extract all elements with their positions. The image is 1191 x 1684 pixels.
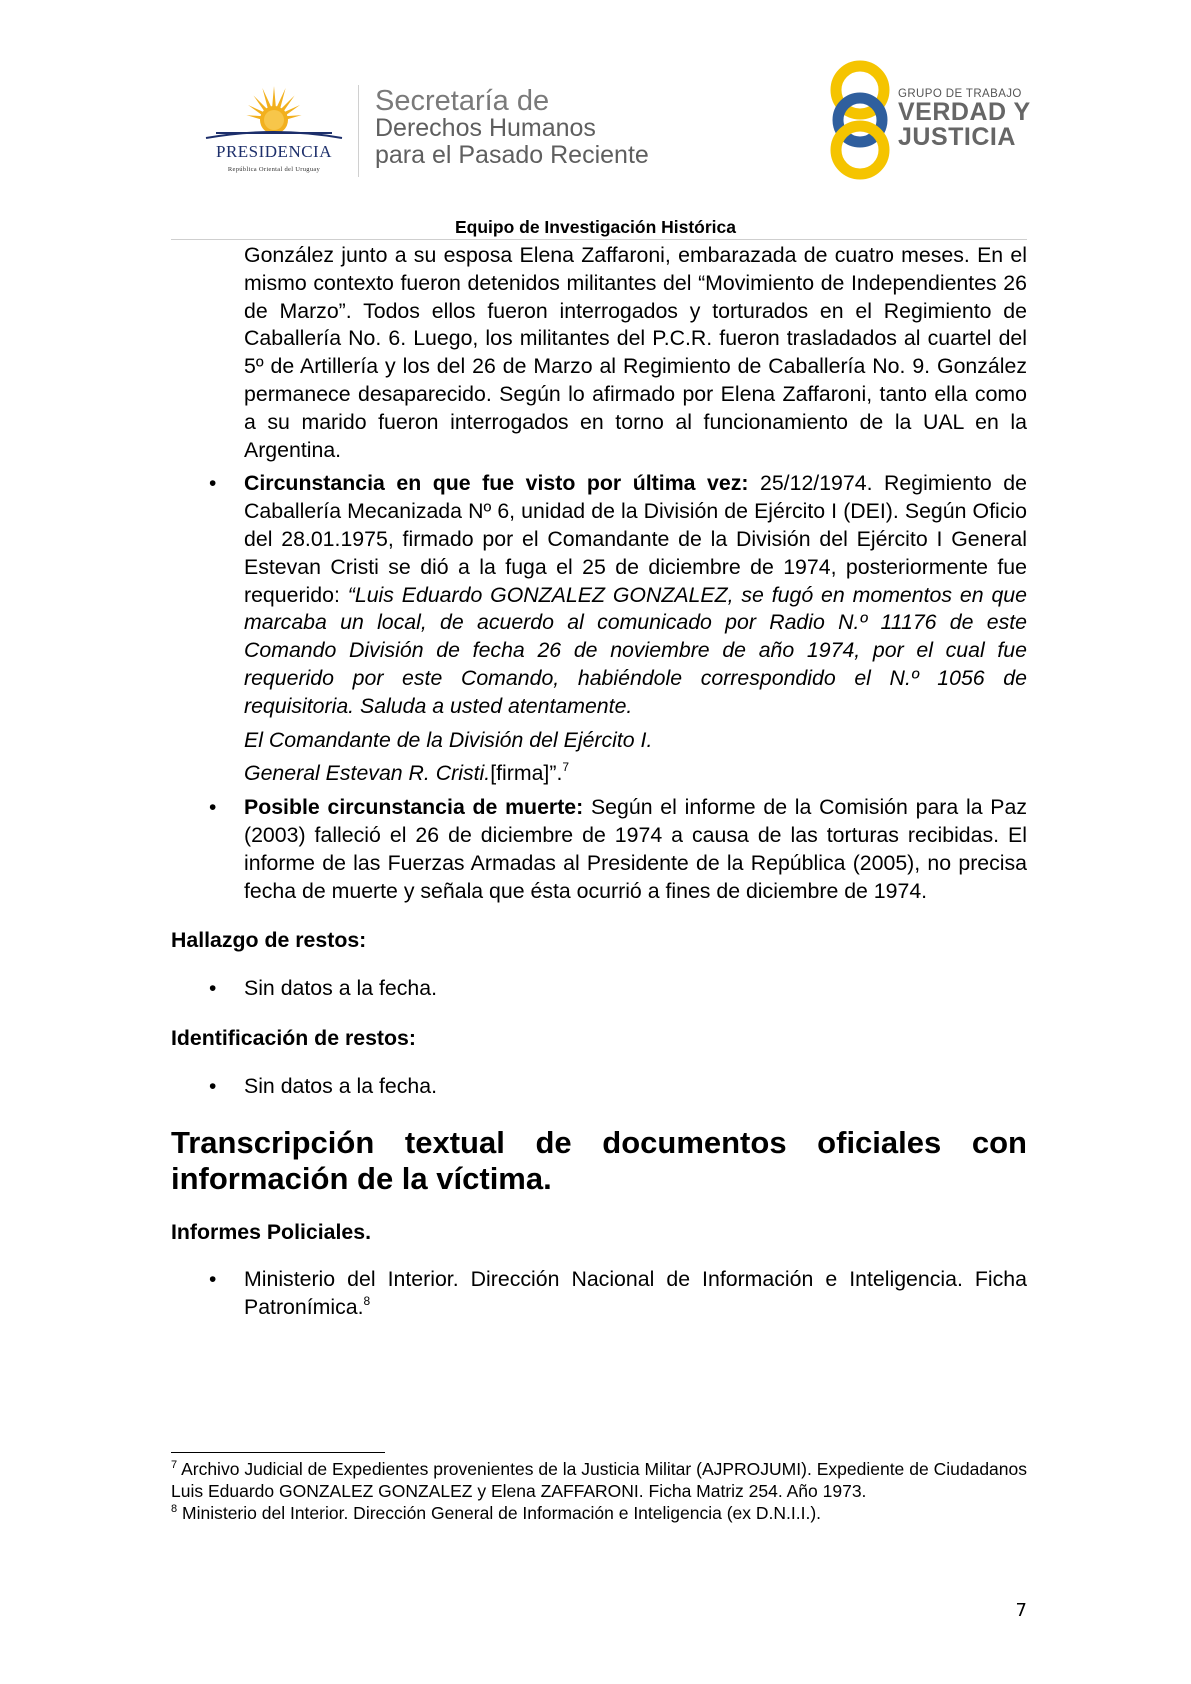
footnotes <box>171 1458 1027 1524</box>
ministerio-item: Ministerio del Interior. Dirección Nacional de Información e Inteligencia. Ficha Patronímica. <box>244 1267 1027 1320</box>
death-text: Según el informe de la Comisión para la Paz (2003) falleció el 26 de diciembre de 1974 a causa de las torturas recibidas. El informe de las Fuerzas Armadas al Presidente de la República (2005), no precisa fecha de muerte y señala que ésta ocurrió a fines de diciembre de 1974. <box>244 795 1027 903</box>
secretaria-line1: Secretaría de <box>375 85 550 117</box>
list-item-death <box>171 794 1027 905</box>
presidencia-logo <box>196 82 352 178</box>
last-seen-label: Circunstancia en que fue visto por última vez: <box>244 471 749 496</box>
list-item-identificacion <box>171 1073 1027 1101</box>
footnote-8 <box>171 1502 1027 1524</box>
secretaria-title <box>375 85 649 169</box>
bullet-icon: • <box>209 977 217 1001</box>
signoff-general: General Estevan R. Cristi. <box>244 761 491 786</box>
bullet-icon: • <box>209 796 217 820</box>
identificacion-item: Sin datos a la fecha. <box>244 1073 437 1098</box>
hallazgo-heading: Hallazgo de restos: <box>171 928 367 953</box>
identificacion-heading: Identificación de restos: <box>171 1025 416 1050</box>
page-number: 7 <box>1015 1600 1027 1621</box>
signoff-line2 <box>171 760 1027 788</box>
gtvj-title <box>898 88 1031 150</box>
secretaria-line3: para el Pasado Reciente <box>375 141 649 169</box>
header-rule <box>171 239 1027 240</box>
page-body <box>171 242 1027 1322</box>
bullet-icon: • <box>209 1074 217 1098</box>
footnote-7 <box>171 1458 1027 1502</box>
signoff-line1: El Comandante de la División del Ejército I. <box>244 727 653 752</box>
footnote-rule <box>171 1452 385 1453</box>
intro-paragraph: González junto a su esposa Elena Zaffaroni, embarazada de cuatro meses. En el mismo contexto fueron detenidos militantes del “Movimiento de Independientes 26 de Marzo”. Todos ellos fueron interrogados y torturados en el Regimiento de Caballería No. 6. Luego, los militantes del P.C.R. fueron trasladados al cuartel del 5º de Artillería y los del 26 de Marzo al Regimiento de Caballería No. 9. González permanece desaparecido. Según lo afirmado por Elena Zaffaroni, tanto ella como a su marido fueron interrogados en torno al funcionamiento de la UAL en la Argentina. <box>244 243 1027 462</box>
footnote-ref-8: 8 <box>363 1294 371 1309</box>
gtvj-line2: VERDAD Y <box>898 98 1031 126</box>
footnote-ref-7: 7 <box>562 760 570 775</box>
last-seen-quote: “Luis Eduardo GONZALEZ GONZALEZ, se fugó en momentos en que marcaba un local, de acuerdo al comunicado por Radio N.º 11176 de este Comando División de fecha 26 de noviembre de año 1974, por el cual fue requerido por este Comando, habiéndole correspondido el N.º 1056 de requisitoria. Saluda a usted atentamente. <box>244 582 1027 718</box>
list-item-last-seen <box>171 470 1027 720</box>
secretaria-line2: Derechos Humanos <box>375 114 596 142</box>
hallazgo-item: Sin datos a la fecha. <box>244 976 437 1001</box>
presidencia-name: PRESIDENCIA <box>215 142 332 161</box>
list-item-ministerio <box>171 1266 1027 1322</box>
footnote-text: Ministerio del Interior. Dirección General de Información e Inteligencia (ex D.N.I.I.). <box>182 1503 822 1523</box>
last-seen-text: 25/12/1974. Regimiento de Caballería Mecanizada Nº 6, unidad de la División de Ejército I (DEI). Según Oficio del 28.01.1975, firmado por el Comandante de la División del Ejército I General Estevan Cristi se dió a la fuga el 25 de diciembre de 1974, posteriormente fue requerido: <box>244 471 1027 607</box>
death-label: Posible circunstancia de muerte: <box>244 795 584 820</box>
presidencia-subtitle: República Oriental del Uruguay <box>227 166 321 173</box>
bullet-icon: • <box>209 1268 217 1292</box>
informes-heading: Informes Policiales. <box>171 1219 372 1244</box>
bullet-icon: • <box>209 472 217 496</box>
team-name: Equipo de Investigación Histórica <box>454 217 737 237</box>
signoff-firma: [firma]”. <box>490 761 563 786</box>
footnote-text: Archivo Judicial de Expedientes provenientes de la Justicia Militar (AJPROJUMI). Expediente de Ciudadanos Luis Eduardo GONZALEZ GONZALEZ y Elena ZAFFARONI. Ficha Matriz 254. Año 1973. <box>171 1459 1027 1501</box>
footnote-number: 7 <box>171 1459 178 1471</box>
page-header <box>0 0 1191 237</box>
footnote-number: 8 <box>171 1503 178 1515</box>
sun-icon <box>196 82 352 144</box>
interlinked-rings-icon <box>820 58 900 180</box>
logo-divider <box>358 85 359 177</box>
gtvj-line3: JUSTICIA <box>898 123 1016 151</box>
transcripcion-heading: Transcripción textual de documentos oficiales con información de la víctima. <box>171 1124 1027 1196</box>
list-item-hallazgo <box>171 975 1027 1003</box>
gtvj-line1: GRUPO DE TRABAJO <box>898 88 1022 100</box>
